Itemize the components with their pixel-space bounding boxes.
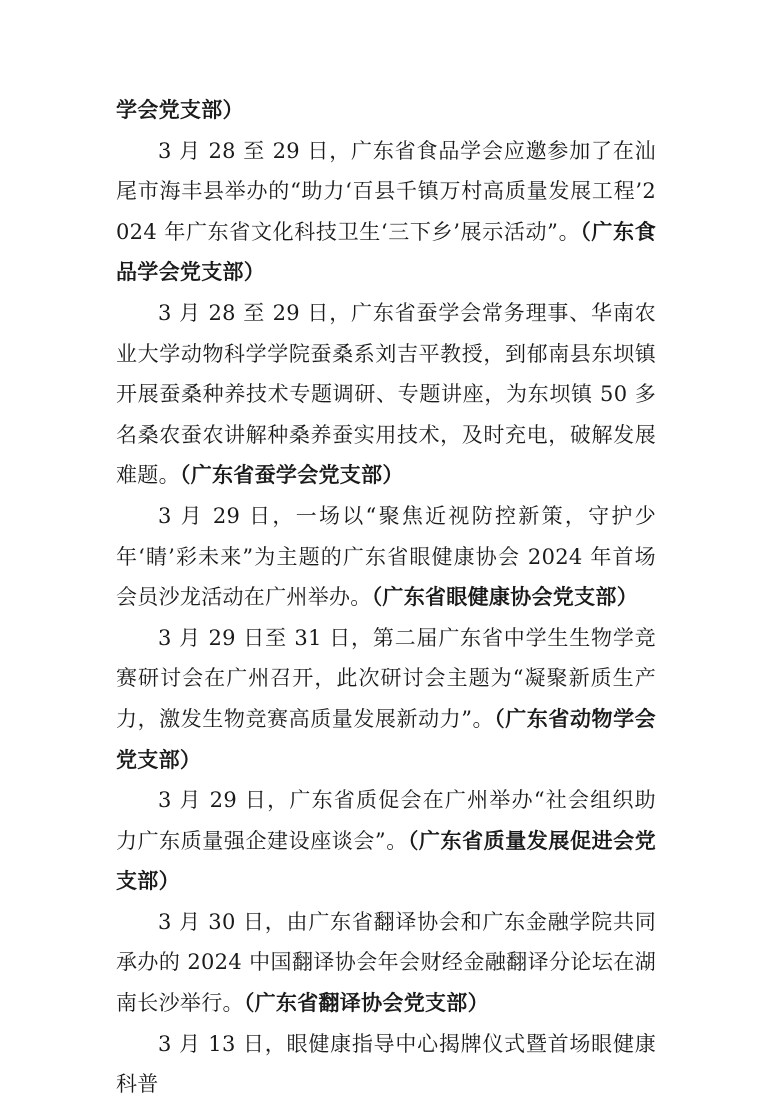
paragraph-7 bbox=[116, 902, 656, 1024]
paragraph-text: 3 月 29 日至 31 日，第二届广东省中学生生物学竞赛研讨会在广州召开，此次研讨会主题为“凝聚新质生产力，激发生物竞赛高质量发展新动力”。 bbox=[116, 625, 656, 731]
org-attribution: 学会党支部） bbox=[116, 98, 244, 122]
paragraph-text: 3 月 29 日，广东省质促会在广州举办“社会组织助力广东质量强企建设座谈会”。 bbox=[116, 788, 656, 853]
document-page bbox=[116, 90, 656, 1105]
paragraph-3 bbox=[116, 293, 656, 496]
paragraph-4 bbox=[116, 496, 656, 618]
paragraph-5 bbox=[116, 618, 656, 780]
org-attribution: （广东食品学会党支部） bbox=[116, 219, 657, 285]
paragraph-8 bbox=[116, 1024, 656, 1105]
paragraph-6 bbox=[116, 780, 656, 902]
paragraph-text: 3 月 30 日，由广东省翻译协会和广东金融学院共同承办的 2024 中国翻译协会年会财经金融翻译分论坛在湖南长沙举行。 bbox=[116, 909, 656, 1016]
paragraph-text: 3 月 28 至 29 日，广东省食品学会应邀参加了在汕尾市海丰县举办的“助力‘百县千镇万村高质量发展工程’2024 年广东省文化科技卫生‘三下乡’展示活动”。 bbox=[116, 138, 656, 244]
org-attribution: （广东省动物学会党支部） bbox=[116, 706, 656, 772]
paragraph-2 bbox=[116, 131, 656, 293]
org-attribution: （广东省眼健康协会党支部） bbox=[371, 585, 639, 610]
paragraph-text: 3 月 13 日，眼健康指导中心揭牌仪式暨首场眼健康科普 bbox=[116, 1031, 656, 1097]
paragraph-text: 3 月 28 至 29 日，广东省蚕学会常务理事、华南农业大学动物科学学院蚕桑系刘吉平教授，到郁南县东坝镇开展蚕桑种养技术专题调研、专题讲座，为东坝镇 50 多名桑农蚕农讲解种桑养蚕实用技术，及时充电，破解发展难题。 bbox=[116, 300, 656, 488]
paragraph-text: 3 月 29 日，一场以“聚焦近视防控新策，守护少年‘睛’彩未来”为主题的广东省眼健康协会 2024 年首场会员沙龙活动在广州举办。 bbox=[116, 503, 656, 610]
org-attribution: （广东省蚕学会党支部） bbox=[179, 463, 404, 488]
org-attribution: （广东省翻译协会党支部） bbox=[243, 991, 489, 1016]
org-attribution: （广东省质量发展促进会党支部） bbox=[116, 828, 657, 894]
paragraph-1 bbox=[116, 90, 656, 131]
